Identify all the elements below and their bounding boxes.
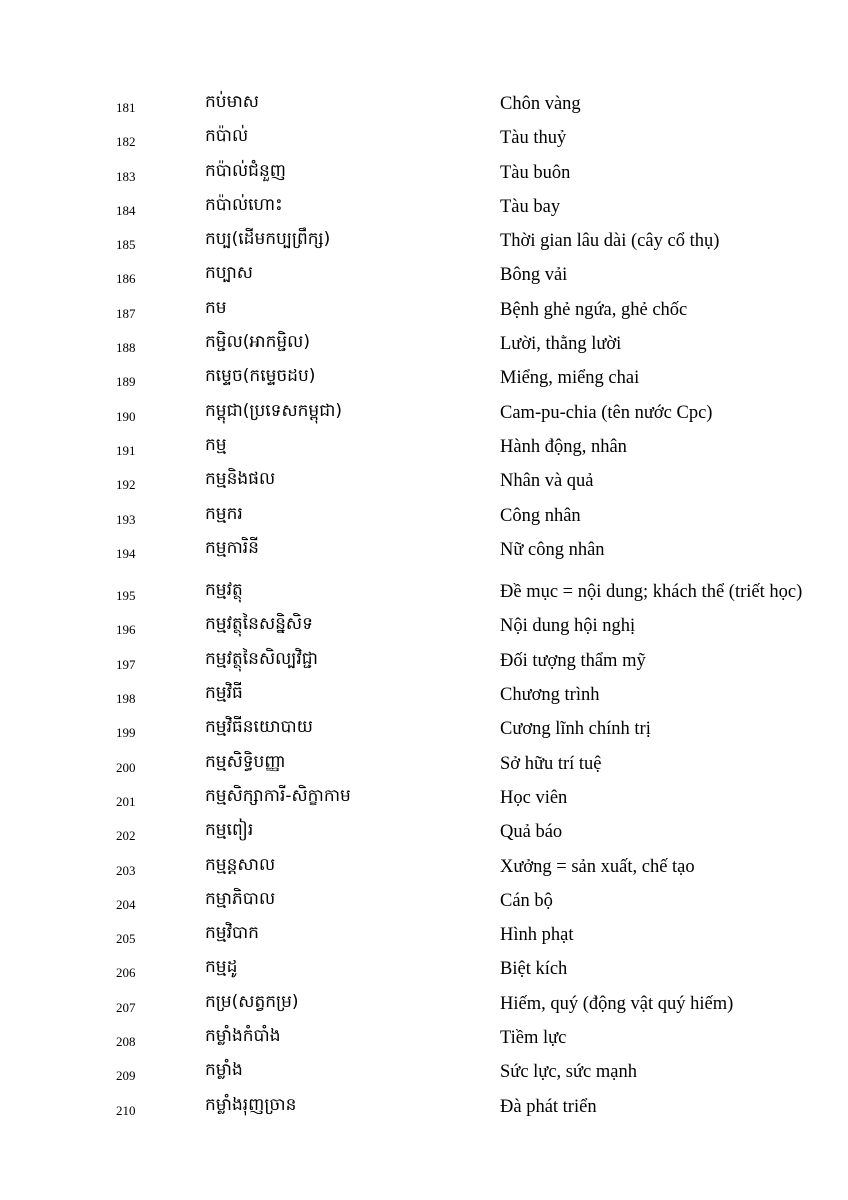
entry-number: 205: [116, 931, 136, 947]
khmer-term: កម្មវិធី: [205, 683, 243, 704]
entry-number: 196: [116, 622, 136, 638]
dictionary-entry: [0, 397, 848, 431]
dictionary-entry: [0, 645, 848, 679]
dictionary-entry: [0, 88, 848, 122]
dictionary-entry: [0, 191, 848, 225]
khmer-term: កម្មវត្ថុនៃសន្និសិទ: [205, 614, 313, 635]
khmer-term: កប្បាស: [205, 263, 253, 284]
dictionary-entry: [0, 362, 848, 396]
vietnamese-translation: Xưởng = sản xuất, chế tạo: [500, 856, 695, 877]
entry-number: 197: [116, 656, 136, 672]
entry-number: 207: [116, 999, 136, 1015]
khmer-term: កម្ទេច(កម្ទេចដប): [205, 366, 316, 387]
dictionary-entry: [0, 259, 848, 293]
khmer-term: កម្មាភិបាល: [205, 888, 276, 909]
dictionary-entry: [0, 225, 848, 259]
entry-number: 203: [116, 862, 136, 878]
entry-number: 189: [116, 374, 136, 390]
vietnamese-translation: Biệt kích: [500, 959, 568, 980]
vietnamese-translation: Đề mục = nội dung; khách thể (triết học): [500, 582, 803, 603]
dictionary-entry: [0, 919, 848, 953]
dictionary-entry: [0, 953, 848, 987]
dictionary-entry: [0, 534, 848, 568]
khmer-term: កម្លាំងរុញច្រាន: [205, 1094, 297, 1115]
vietnamese-translation: Tàu bay: [500, 196, 561, 217]
khmer-term: កម្មការិនី: [205, 537, 259, 558]
entry-number: 191: [116, 442, 136, 458]
vietnamese-translation: Học viên: [500, 787, 568, 808]
vietnamese-translation: Sở hữu trí tuệ: [500, 753, 602, 774]
vietnamese-translation: Chương trình: [500, 685, 600, 706]
dictionary-entry: [0, 328, 848, 362]
dictionary-entry-list: [0, 88, 848, 1125]
vietnamese-translation: Hành động, nhân: [500, 436, 627, 457]
dictionary-entry: [0, 465, 848, 499]
entry-number: 182: [116, 134, 136, 150]
entry-number: 195: [116, 588, 136, 604]
entry-number: 181: [116, 100, 136, 115]
vietnamese-translation: Tàu thuỷ: [500, 128, 567, 149]
khmer-term: កម្មសិក្សាការី-សិក្ខាកាម: [205, 785, 351, 806]
entry-number: 204: [116, 896, 136, 912]
vietnamese-translation: Cương lĩnh chính trị: [500, 719, 651, 740]
vietnamese-translation: Nội dung hội nghị: [500, 616, 636, 637]
khmer-term: កប្ប(ដើមកប្បព្រឹក្ស): [205, 229, 331, 250]
entry-number: 185: [116, 237, 136, 253]
dictionary-entry: [0, 122, 848, 156]
vietnamese-translation: Thời gian lâu dài (cây cổ thụ): [500, 231, 720, 252]
entry-number: 190: [116, 408, 136, 424]
entry-number: 210: [116, 1102, 136, 1118]
entry-number: 200: [116, 759, 136, 775]
entry-number: 208: [116, 1034, 136, 1050]
dictionary-entry: [0, 1091, 848, 1125]
vietnamese-translation: Hình phạt: [500, 925, 574, 946]
vietnamese-translation: Chôn vàng: [500, 94, 581, 114]
khmer-term: កម្មនិងផល: [205, 469, 276, 490]
khmer-term: កប៉ាល់: [205, 126, 249, 147]
entry-number: 184: [116, 202, 136, 218]
khmer-term: កម្ម: [205, 434, 227, 455]
vietnamese-translation: Đà phát triển: [500, 1096, 597, 1117]
dictionary-entry: [0, 431, 848, 465]
vietnamese-translation: Quả báo: [500, 822, 563, 843]
vietnamese-translation: Bệnh ghẻ ngứa, ghẻ chốc: [500, 299, 688, 320]
entry-number: 188: [116, 340, 136, 356]
vietnamese-translation: Bông vải: [500, 265, 568, 286]
vietnamese-translation: Cam-pu-chia (tên nước Cpc): [500, 402, 713, 423]
khmer-term: កម្មករ: [205, 503, 243, 524]
vietnamese-translation: Nữ công nhân: [500, 539, 605, 560]
khmer-term: កប៉ាល់ជំនួញ: [205, 160, 286, 181]
entry-number: 209: [116, 1068, 136, 1084]
dictionary-entry: [0, 851, 848, 885]
khmer-term: កម្មវិធីនយោបាយ: [205, 717, 313, 738]
entry-number: 194: [116, 545, 136, 561]
entry-number: 193: [116, 511, 136, 527]
khmer-term: កប៉ាល់ហោះ: [205, 194, 283, 215]
dictionary-entry: [0, 885, 848, 919]
khmer-term: កម្មវត្ថុ: [205, 580, 243, 601]
entry-number: 206: [116, 965, 136, 981]
khmer-term: កម្មវត្ថុនៃសិល្បវិជ្ជា: [205, 648, 318, 669]
khmer-term: កម្រ(សត្វកម្រ): [205, 991, 299, 1012]
vietnamese-translation: Tàu buôn: [500, 162, 571, 183]
dictionary-entry: [0, 1056, 848, 1090]
entry-number: 186: [116, 271, 136, 287]
entry-number: 192: [116, 477, 136, 493]
entry-number: 187: [116, 305, 136, 321]
vietnamese-translation: Công nhân: [500, 505, 581, 526]
khmer-term: កម្ជិល(អាកម្ជិល): [205, 332, 310, 353]
khmer-term: កម: [205, 297, 227, 318]
khmer-term: កម្លាំងកំបាំង: [205, 1026, 281, 1047]
vietnamese-translation: Lười, thằng lười: [500, 334, 622, 355]
entry-number: 201: [116, 793, 136, 809]
vietnamese-translation: Tiềm lực: [500, 1028, 567, 1049]
entry-number: 198: [116, 691, 136, 707]
khmer-term: កម្មពៀរ: [205, 820, 254, 841]
dictionary-entry: [0, 294, 848, 328]
dictionary-entry: [0, 816, 848, 850]
khmer-term: កម្មន្តសាល: [205, 854, 276, 875]
khmer-term: កម្ពុជា(ប្រទេសកម្ពុជា): [205, 400, 343, 421]
khmer-term: កម្លាំង: [205, 1060, 243, 1081]
dictionary-entry: [0, 782, 848, 816]
vietnamese-translation: Nhân và quả: [500, 471, 594, 492]
entry-number: 199: [116, 725, 136, 741]
dictionary-entry: [0, 713, 848, 747]
dictionary-entry: [0, 748, 848, 782]
dictionary-entry: [0, 500, 848, 534]
entry-number: 183: [116, 168, 136, 184]
dictionary-entry: [0, 988, 848, 1022]
vietnamese-translation: Cán bộ: [500, 890, 553, 911]
dictionary-entry: [0, 576, 848, 610]
dictionary-entry: [0, 610, 848, 644]
vietnamese-translation: Hiếm, quý (động vật quý hiếm): [500, 993, 734, 1014]
khmer-term: កម្មសិទ្ធិបញ្ញា: [205, 751, 286, 772]
dictionary-entry: [0, 679, 848, 713]
vietnamese-translation: Sức lực, sức mạnh: [500, 1062, 637, 1083]
entry-number: 202: [116, 828, 136, 844]
khmer-term: កម្មដូ: [205, 957, 238, 978]
dictionary-entry: [0, 157, 848, 191]
khmer-term: កប់មាស: [205, 92, 259, 112]
dictionary-entry: [0, 1022, 848, 1056]
vietnamese-translation: Miểng, miểng chai: [500, 368, 640, 389]
khmer-term: កម្មវិបាក: [205, 923, 259, 944]
vietnamese-translation: Đối tượng thẩm mỹ: [500, 650, 646, 671]
